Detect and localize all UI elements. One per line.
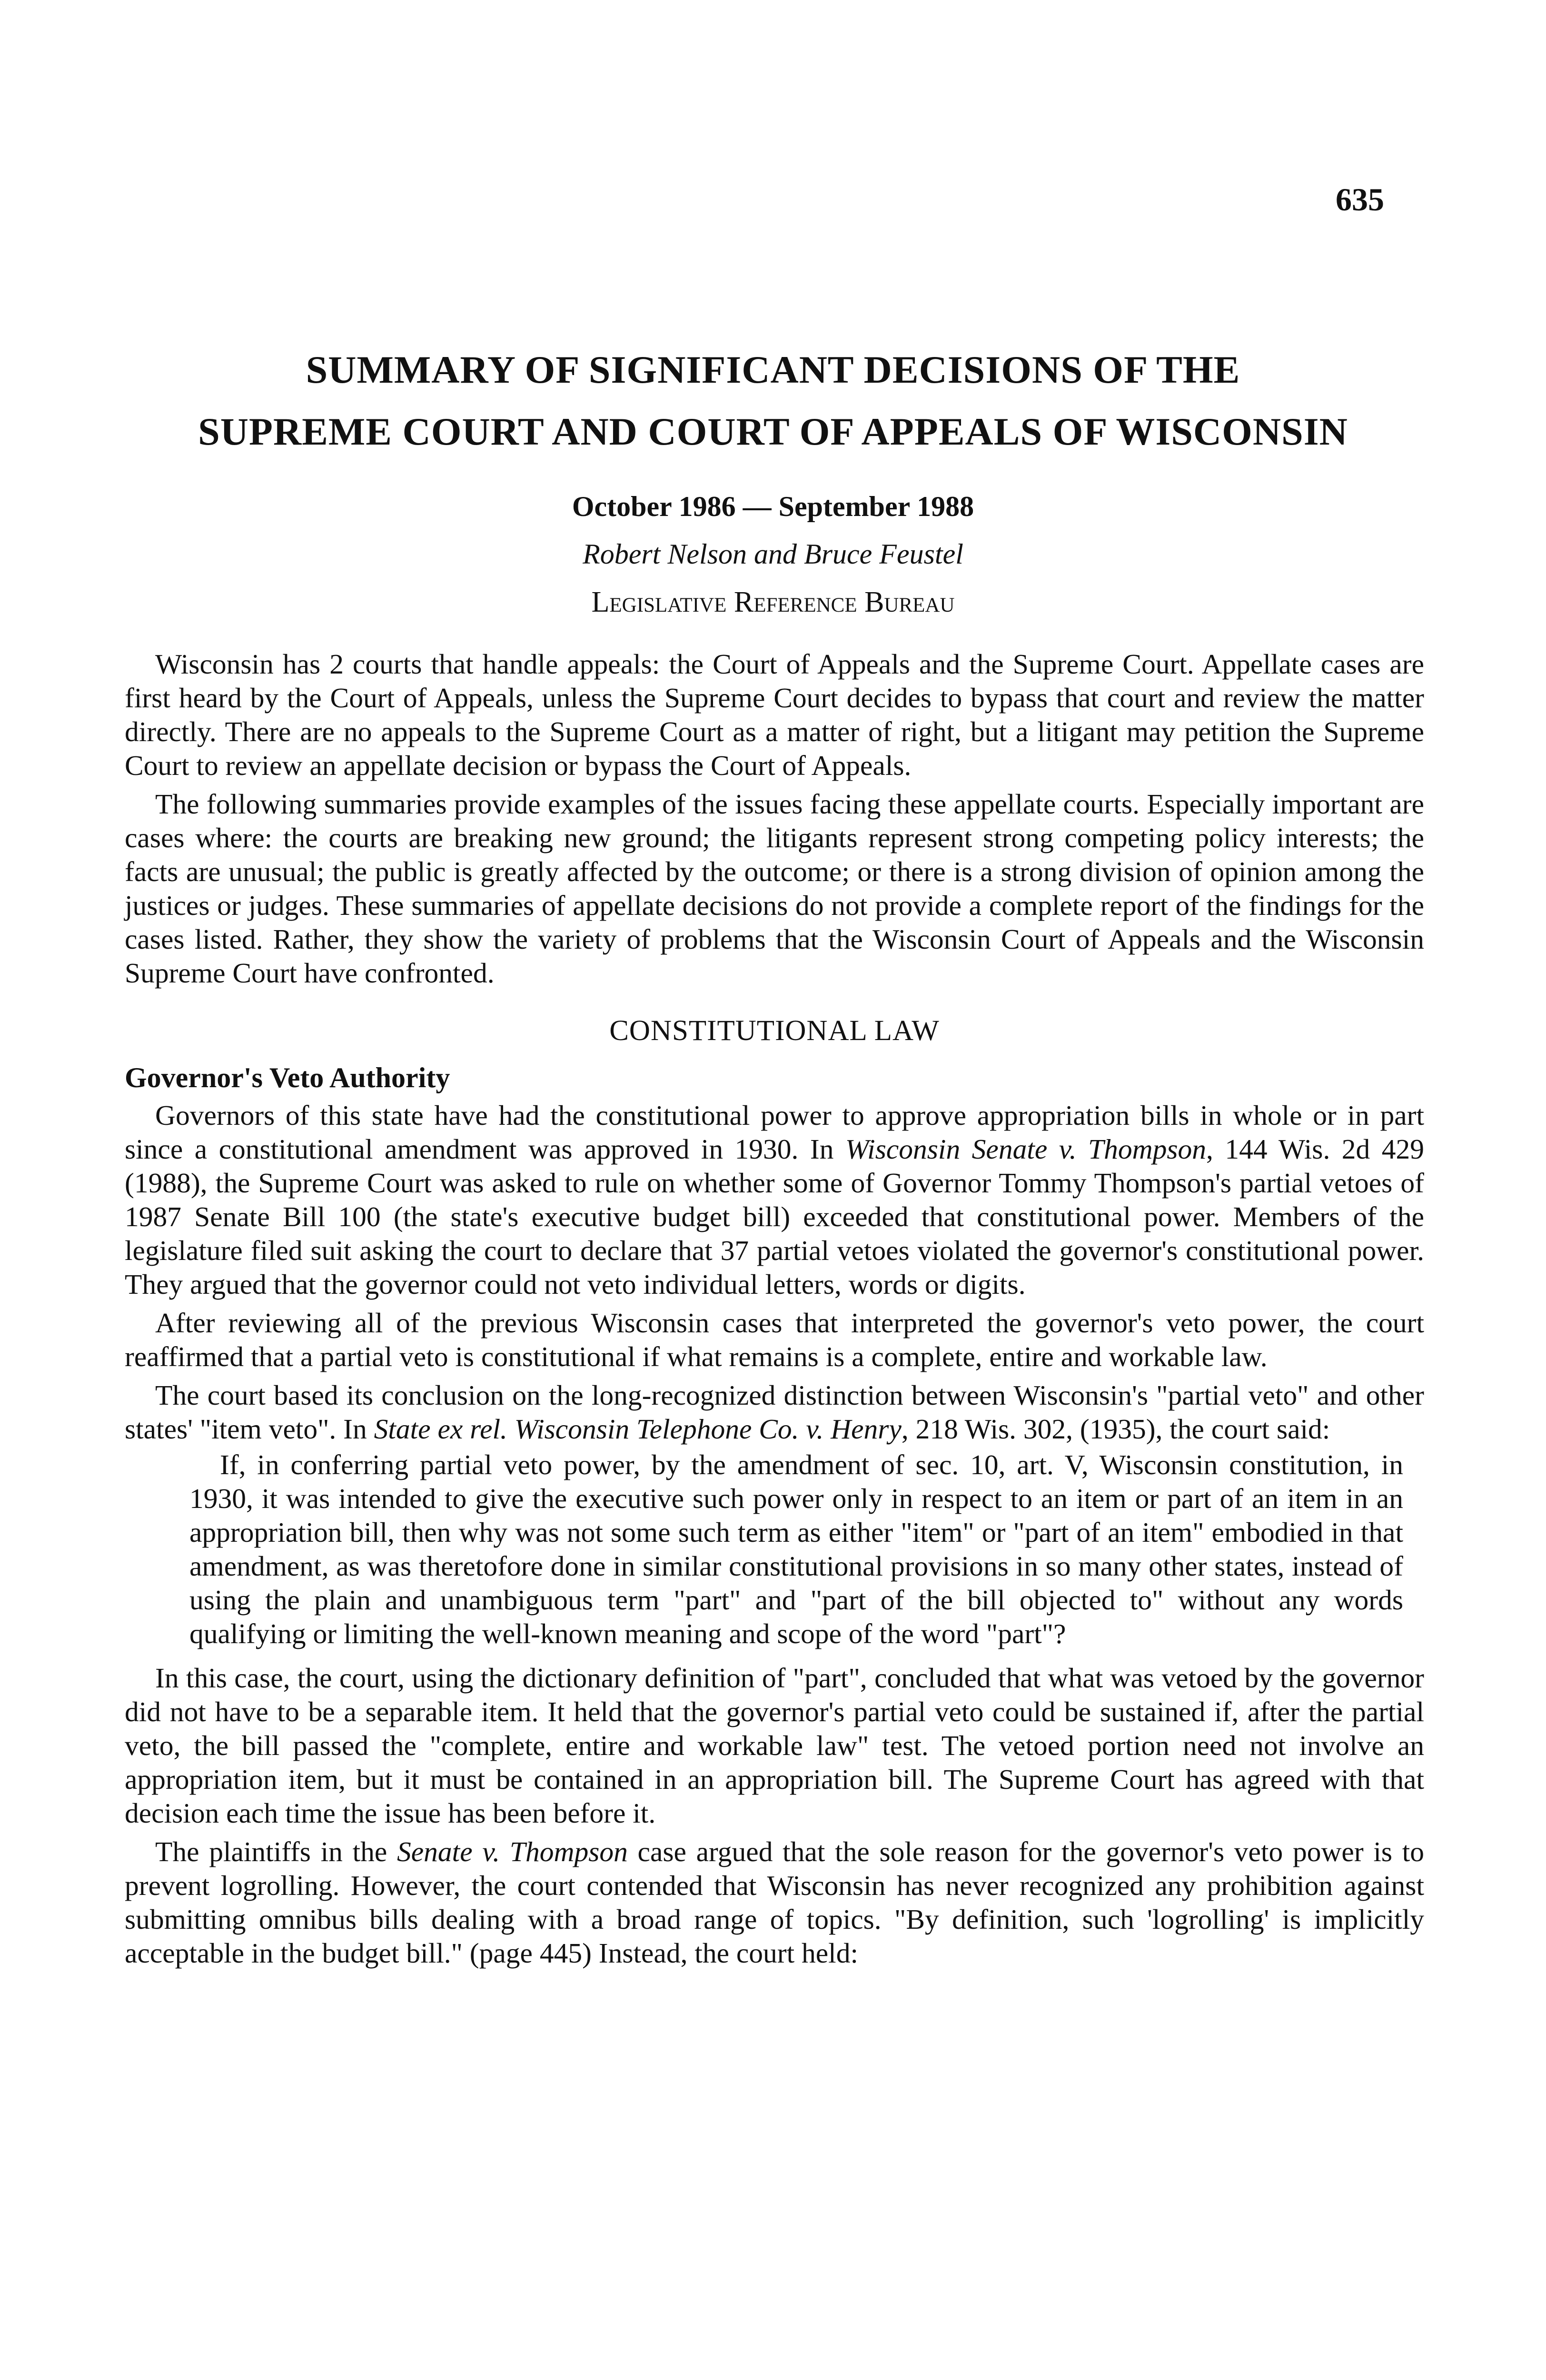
veto-paragraph-4: In this case, the court, using the dictionary definition of "part", concluded that what was vetoed by the governor did not have to be a separable item. It held that the governor's partial veto could be sustained if, after the partial veto, the bill passed the "complete, entire and workable law" test. The vetoed portion need not involve an appropriation item, but it must be contained in an appropriation bill. The Supreme Court has agreed with that decision each time the issue has been before it. <box>125 1662 1424 1829</box>
intro-paragraph-2: The following summaries provide examples of the issues facing these appellate courts. Especially important are cases where: the courts are breaking new ground; the litigants represent strong competing policy interests; the facts are unusual; the public is greatly affected by the outcome; or there is a strong division of opinion among the justices or judges. These summaries of appellate decisions do not provide a complete report of the findings for the cases listed. Rather, they show the variety of problems that the Wisconsin Court of Appeals and the Wisconsin Supreme Court have confronted. <box>125 788 1424 989</box>
court-quotation: If, in conferring partial veto power, by the amendment of sec. 10, art. V, Wisconsin constitution, in 1930, it was intended to give the executive such power only in respect to an item or part of an item in an appropriation bill, then why was not some such term as either "item" or "part of an item" embodied in that amendment, as was theretofore done in similar constitutional provisions in so many other states, instead of using the plain and unambiguous term "part" and "part of the bill objected to" without any words qualifying or limiting the well-known meaning and scope of the word "part"? <box>189 1449 1403 1649</box>
subsection-heading: Governor's Veto Authority <box>125 1062 450 1093</box>
period: October 1986 — September 1988 <box>572 491 974 522</box>
intro-paragraph-1: Wisconsin has 2 courts that handle appeals: the Court of Appeals and the Supreme Court. Appellate cases are first heard by the Court of Appeals, unless the Supreme Court decides to bypass that court and review the matter directly. There are no appeals to the Supreme Court as a matter of right, but a litigant may petition the Supreme Court to review an appellate decision or bypass the Court of Appeals. <box>125 648 1424 781</box>
article-body <box>125 647 1424 1970</box>
case-citation: Senate v. Thompson <box>397 1836 628 1867</box>
title-line-2: SUPREME COURT AND COURT OF APPEALS OF WISCONSIN <box>198 410 1348 453</box>
veto-p1-text-a: Governors of this state have had the constitutional power to approve appropriation bills in whole or in part since a constitutional amendment was approved in 1930. In <box>125 1100 1424 1165</box>
title-line-1: SUMMARY OF SIGNIFICANT DECISIONS OF THE <box>306 348 1240 391</box>
veto-p3-text-a: The court based its conclusion on the long-recognized distinction between Wisconsin's "partial veto" and other states' "item veto". In <box>125 1379 1424 1445</box>
veto-p5-text-a: The plaintiffs in the <box>155 1836 397 1867</box>
authors: Robert Nelson and Bruce Feustel <box>583 538 963 570</box>
case-citation: State ex rel. Wisconsin Telephone Co. v. Henry <box>374 1413 902 1445</box>
veto-p1-text-b: , 144 Wis. 2d 429 (1988), the Supreme Court was asked to rule on whether some of Governor Tommy Thompson's partial vetoes of 1987 Senate Bill 100 (the state's executive budget bill) exceeded that constitutional power. Members of the legislature filed suit asking the court to declare that 37 partial vetoes violated the governor's constitutional power. They argued that the governor could not veto individual letters, words or digits. <box>125 1133 1425 1300</box>
veto-paragraph-5 <box>125 1835 1424 1970</box>
veto-paragraph-3 <box>125 1378 1424 1446</box>
veto-p5-text-b: case argued that the sole reason for the governor's veto power is to prevent logrolling. However, the court contended that Wisconsin has never recognized any prohibition against submitting omnibus bills dealing with a broad range of topics. "By definition, such 'logrolling' is implicitly acceptable in the budget bill." (page 445) Instead, the court held: <box>125 1836 1425 1969</box>
veto-paragraph-2: After reviewing all of the previous Wisconsin cases that interpreted the governor's veto power, the court reaffirmed that a partial veto is constitutional if what remains is a complete, entire and workable law. <box>125 1307 1424 1372</box>
page-number: 635 <box>1336 181 1384 218</box>
case-citation: Wisconsin Senate v. Thompson <box>845 1133 1207 1165</box>
veto-paragraph-1 <box>125 1099 1424 1301</box>
bureau: Legislative Reference Bureau <box>591 586 955 618</box>
veto-p3-text-b: , 218 Wis. 302, (1935), the court said: <box>901 1413 1330 1445</box>
section-heading: CONSTITUTIONAL LAW <box>609 1015 940 1047</box>
